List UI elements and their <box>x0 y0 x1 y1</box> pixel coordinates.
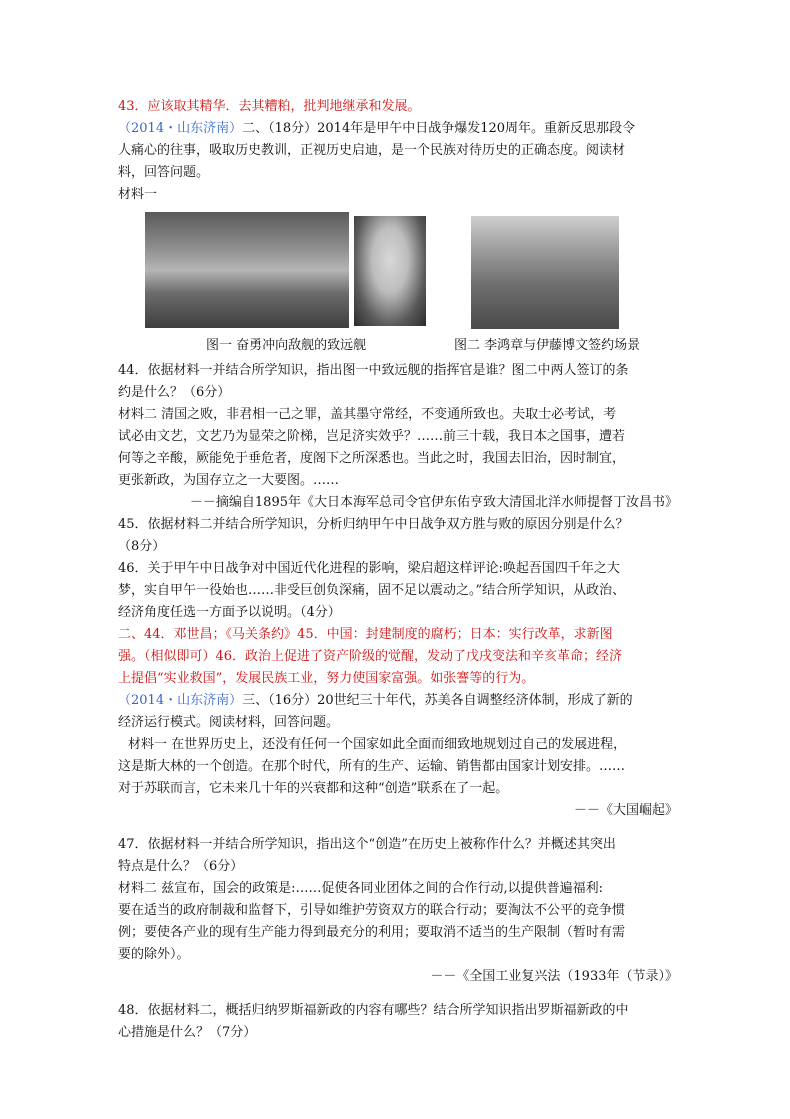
question-2-intro <box>118 118 678 140</box>
source-tag: （2014・山东济南） <box>118 693 243 708</box>
text-line: 特点是什么？（6分） <box>118 859 244 874</box>
treaty-signing-photo <box>471 216 619 329</box>
text-line: 更张新政，为国存立之一大要图。…… <box>118 473 340 488</box>
document-page <box>118 96 678 1044</box>
figure-row <box>118 210 678 358</box>
citation: －－摘编自1895年《大日本海军总司令官伊东佑亨致大清国北洋水师提督丁汝昌书》 <box>189 495 678 510</box>
text-line: 心措施是什么？（7分） <box>118 1025 257 1040</box>
question-2-text: 二、（18分）2014年是甲午中日战争爆发120周年。重新反思那段令 <box>242 121 636 136</box>
text-line: （8分） <box>118 539 166 554</box>
text-line: 人痛心的往事，吸取历史教训，正视历史启迪，是一个民族对待历史的正确态度。阅读材 <box>118 143 626 158</box>
text-line: 要的除外）。 <box>118 947 190 962</box>
question-46: 46．关于甲午中日战争对中国近代化进程的影响，梁启超这样评论:唤起吾国四千年之大 <box>118 561 620 576</box>
text-line: 这是斯大林的一个创造。在那个时代，所有的生产、运输、销售都由国家计划安排。…… <box>118 759 626 774</box>
text-line: 经济角度任选一方面予以说明。（4分） <box>118 605 341 620</box>
question-47: 47．依据材料一并结合所学知识，指出这个“创造”在历史上被称作什么？并概述其突出 <box>118 837 616 852</box>
zhiyuan-warship-photo <box>145 212 349 328</box>
figure-1-caption: 图一 奋勇冲向敌舰的致远舰 <box>206 338 367 353</box>
text-line: 对于苏联而言，它未来几十年的兴衰都和这种“创造”联系在了一起。 <box>118 781 509 796</box>
text-line: 经济运行模式。阅读材料，回答问题。 <box>118 715 340 730</box>
figure-2-caption: 图二 李鸿章与伊藤博文签约场景 <box>454 338 641 353</box>
answer-43: 43．应该取其精华．去其糟粕，批判地继承和发展。 <box>118 99 421 114</box>
citation: －－《全国工业复兴法（1933年（节录）》 <box>430 969 678 984</box>
material-2-text: 材料二 清国之败，非君相一己之罪，盖其墨守常经，不变通所致也。夫取士必考试，考 <box>118 407 617 422</box>
text-line: 约是什么？（6分） <box>118 385 231 400</box>
text-line: 梦，实自甲午一役始也……非受巨创负深痛，固不足以震动之。”结合所学知识，从政治、 <box>118 583 626 598</box>
text-line: 要在适当的政府制裁和监督下，引导如维护劳资双方的联合行动；要淘汰不公平的竞争惯 <box>118 903 626 918</box>
material-1-text: 材料一 在世界历史上，还没有任何一个国家如此全面而细致地规划过自己的发展进程， <box>128 737 627 752</box>
question-44: 44．依据材料一并结合所学知识，指出图一中致远舰的指挥官是谁？图二中两人签订的条 <box>118 363 629 378</box>
question-48: 48．依据材料二，概括归纳罗斯福新政的内容有哪些？结合所学知识指出罗斯福新政的中 <box>118 1003 629 1018</box>
citation: －－《大国崛起》 <box>573 803 678 818</box>
material-1-label: 材料一 <box>118 187 158 202</box>
text-line: 料，回答问题。 <box>118 165 210 180</box>
answer-2-cont: 上提倡“实业救国”，发展民族工业，努力使国家富强。如张謇等的行为。 <box>118 671 535 686</box>
answer-2: 二、44．邓世昌；《马关条约》45．中国：封建制度的腐朽；日本：实行改革，求新图 <box>118 627 613 642</box>
question-3-text: 三、（16分）20世纪三十年代，苏美各自调整经济体制，形成了新的 <box>242 693 633 708</box>
material-2-text: 材料二 兹宣布，国会的政策是:……促使各同业团体之间的合作行动,以提供普遍福利: <box>118 881 604 896</box>
answer-2-cont: 强。（相似即可）46．政治上促进了资产阶级的觉醒，发动了戊戌变法和辛亥革命；经济 <box>118 649 623 664</box>
text-line: 试必由文艺，文艺乃为显荣之阶梯，岂足济实效乎？……前三十载，我日本之国事，遭若 <box>118 429 626 444</box>
source-tag: （2014・山东济南） <box>118 121 243 136</box>
question-3-intro <box>118 690 678 712</box>
text-line: 例；要使各产业的现有生产能力得到最充分的利用；要取消不适当的生产限制（暂时有需 <box>118 925 626 940</box>
text-line: 何等之辛酸，厥能免于垂危者，度阁下之所深悉也。当此之时，我国去旧治，因时制宜， <box>118 451 626 466</box>
commander-portrait-photo <box>354 216 426 326</box>
question-45: 45．依据材料二并结合所学知识，分析归纳甲午中日战争双方胜与败的原因分别是什么？ <box>118 517 629 532</box>
